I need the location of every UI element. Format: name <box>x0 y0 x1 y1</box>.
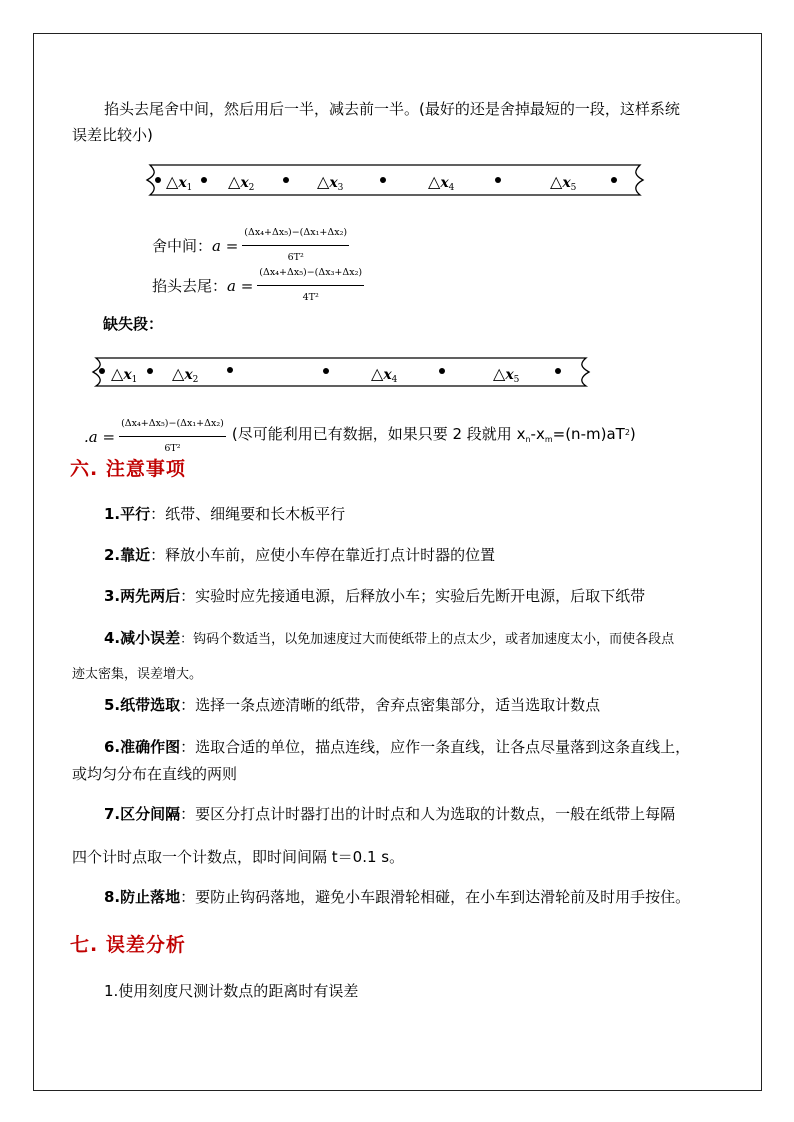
intro-line-2: 误差比较小) <box>72 126 153 144</box>
section-6-title: 六. 注意事项 <box>70 458 186 480</box>
intro-line-1: 掐头去尾舍中间，然后用后一半，减去前一半。(最好的还是舍掉最短的一段，这样系统 <box>104 100 680 118</box>
dot <box>323 368 329 374</box>
formula-note: (尽可能利用已有数据，如果只要 2 段就用 $x_n-x_m=(n-m)aT^2$) <box>231 425 636 444</box>
note-item-2: 2.靠近：释放小车前，应使小车停在靠近打点计时器的位置 <box>104 546 496 564</box>
dot <box>147 368 153 374</box>
dot <box>380 177 386 183</box>
dot <box>201 177 207 183</box>
note-item-4: 4.减小误差：钩码个数适当，以免加速度过大而使纸带上的点太少，或者加速度太小，而使各段点 <box>104 629 675 647</box>
dot <box>611 177 617 183</box>
note-item-1: 1.平行：纸带、细绳要和长木板平行 <box>104 505 346 523</box>
tape2-label-5: $\triangle x_5$ <box>493 364 520 385</box>
tape2-label-2: $\triangle x_2$ <box>172 364 199 385</box>
dot <box>99 368 105 374</box>
dot <box>555 368 561 374</box>
tape1-label-1: $\triangle x_1$ <box>166 172 193 193</box>
tape2-label-1: $\triangle x_1$ <box>111 364 138 385</box>
section-7-title: 七. 误差分析 <box>70 934 186 956</box>
note-item-4-cont: 迹太密集，误差增大。 <box>72 667 203 682</box>
note-item-8: 8.防止落地：要防止钩码落地，避免小车跟滑轮相碰，在小车到达滑轮前及时用手按住。 <box>104 888 691 906</box>
note-item-7: 7.区分间隔：要区分打点计时器打出的计时点和人为选取的计数点，一般在纸带上每隔 <box>104 805 676 823</box>
formula-label: 掐头去尾： <box>152 276 228 295</box>
note-item-6-cont: 或均匀分布在直线的两则 <box>72 765 238 783</box>
dot <box>227 367 233 373</box>
formula-skip-middle: 舍中间： a = $\frac{\text{(Δx₄+Δx₅)−(Δx₁+Δx₂)}}{\text{6T²}}$ <box>152 222 349 269</box>
note-item-3: 3.两先两后：实验时应先接通电源，后释放小车；实验后先断开电源，后取下纸带 <box>104 587 646 605</box>
missing-segment-title: 缺失段： <box>103 315 164 333</box>
note-item-7-cont: 四个计时点取一个计数点，即时间间隔 t＝0.1 s。 <box>72 848 405 866</box>
error-item-1: 1.使用刻度尺测计数点的距离时有误差 <box>104 982 359 1000</box>
dot <box>439 368 445 374</box>
tape1-label-2: $\triangle x_2$ <box>228 172 255 193</box>
tape1-label-4: $\triangle x_4$ <box>428 172 455 193</box>
tape1-label-3: $\triangle x_3$ <box>317 172 344 193</box>
tape2-label-4: $\triangle x_4$ <box>371 364 398 385</box>
dot <box>155 177 161 183</box>
dot <box>495 177 501 183</box>
formula-trim-ends: 掐头去尾： a = $\frac{\text{(Δx₄+Δx₅)−(Δx₃+Δx₂)}}{\text{4T²}}$ <box>152 262 364 309</box>
dot <box>283 177 289 183</box>
paper-tape-missing <box>86 356 598 388</box>
note-item-6: 6.准确作图：选取合适的单位，描点连线，应作一条直线，让各点尽量落到这条直线上， <box>104 738 691 756</box>
tape1-label-5: $\triangle x_5$ <box>550 172 577 193</box>
note-item-5: 5.纸带选取：选择一条点迹清晰的纸带，舍弃点密集部分，适当选取计数点 <box>104 696 601 714</box>
formula-label: 舍中间： <box>152 236 213 255</box>
formula-missing: .a = $\frac{\text{(Δx₄+Δx₅)−(Δx₁+Δx₂)}}{\text{6T²}}$ (尽可能利用已有数据，如果只要 2 段就用 $x_n-x_m=(n-m)aT^2$) <box>84 413 636 460</box>
